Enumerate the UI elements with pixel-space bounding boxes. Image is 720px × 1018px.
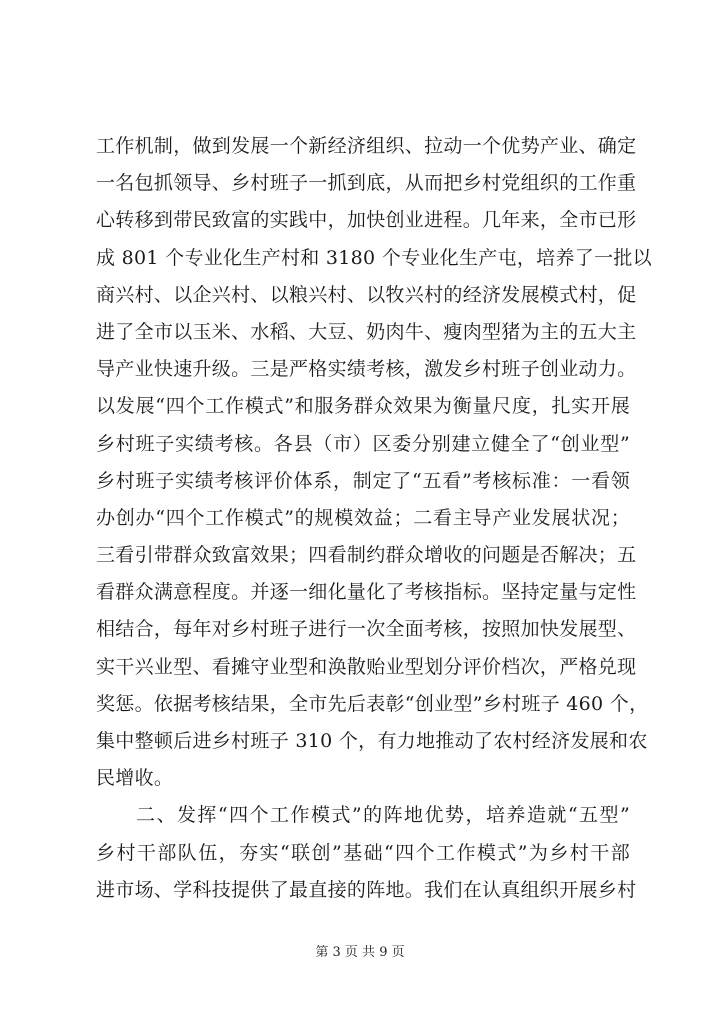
text-line: 一名包抓领导、乡村班子一抓到底，从而把乡村党组织的工作重 bbox=[96, 172, 637, 195]
text-line: 进市场、学科技提供了最直接的阵地。我们在认真组织开展乡村 bbox=[96, 878, 637, 901]
text-line: 工作机制，做到发展一个新经济组织、拉动一个优势产业、确定 bbox=[96, 135, 637, 157]
text-line: 办创办“四个工作模式”的规模效益；二看主导产业发展状况； bbox=[96, 506, 630, 529]
text-line: 看群众满意程度。并逐一细化量化了考核指标。坚持定量与定性 bbox=[96, 581, 637, 604]
text-line: 实干兴业型、看摊守业型和涣散贻业型划分评价档次，严格兑现 bbox=[96, 655, 637, 678]
text-line: 奖惩。依据考核结果，全市先后表彰“创业型”乡村班子 460 个， bbox=[96, 692, 649, 715]
text-line: 成 801 个专业化生产村和 3180 个专业化生产屯，培养了一批以 bbox=[96, 246, 652, 269]
body-text bbox=[96, 128, 652, 909]
text-line: 导产业快速升级。三是严格实绩考核，激发乡村班子创业动力。 bbox=[96, 358, 637, 381]
text-line: 集中整顿后进乡村班子 310 个，有力地推动了农村经济发展和农 bbox=[96, 730, 648, 752]
text-line: 进了全市以玉米、水稻、大豆、奶肉牛、瘦肉型猪为主的五大主 bbox=[96, 320, 637, 343]
text-line: 三看引带群众致富效果；四看制约群众增收的问题是否解决；五 bbox=[96, 544, 637, 567]
text-line: 民增收。 bbox=[96, 767, 174, 790]
paragraph-start-line: 二、发挥“四个工作模式”的阵地优势，培养造就“五型” bbox=[136, 804, 630, 827]
text-line: 以发展“四个工作模式”和服务群众效果为衡量尺度，扎实开展 bbox=[96, 395, 630, 418]
text-line: 商兴村、以企兴村、以粮兴村、以牧兴村的经济发展模式村，促 bbox=[96, 283, 637, 306]
text-line: 相结合，每年对乡村班子进行一次全面考核，按照加快发展型、 bbox=[96, 618, 637, 641]
text-line: 乡村班子实绩考核评价体系，制定了“五看”考核标准：一看领 bbox=[96, 469, 630, 492]
text-line: 乡村干部队伍，夯实“联创”基础“四个工作模式”为乡村干部 bbox=[96, 841, 630, 864]
page-number-footer: 第 3 页 共 9 页 bbox=[315, 945, 405, 960]
text-line: 心转移到带民致富的实践中，加快创业进程。几年来，全市已形 bbox=[96, 209, 637, 232]
text-line: 乡村班子实绩考核。各县（市）区委分别建立健全了“创业型” bbox=[96, 432, 630, 455]
